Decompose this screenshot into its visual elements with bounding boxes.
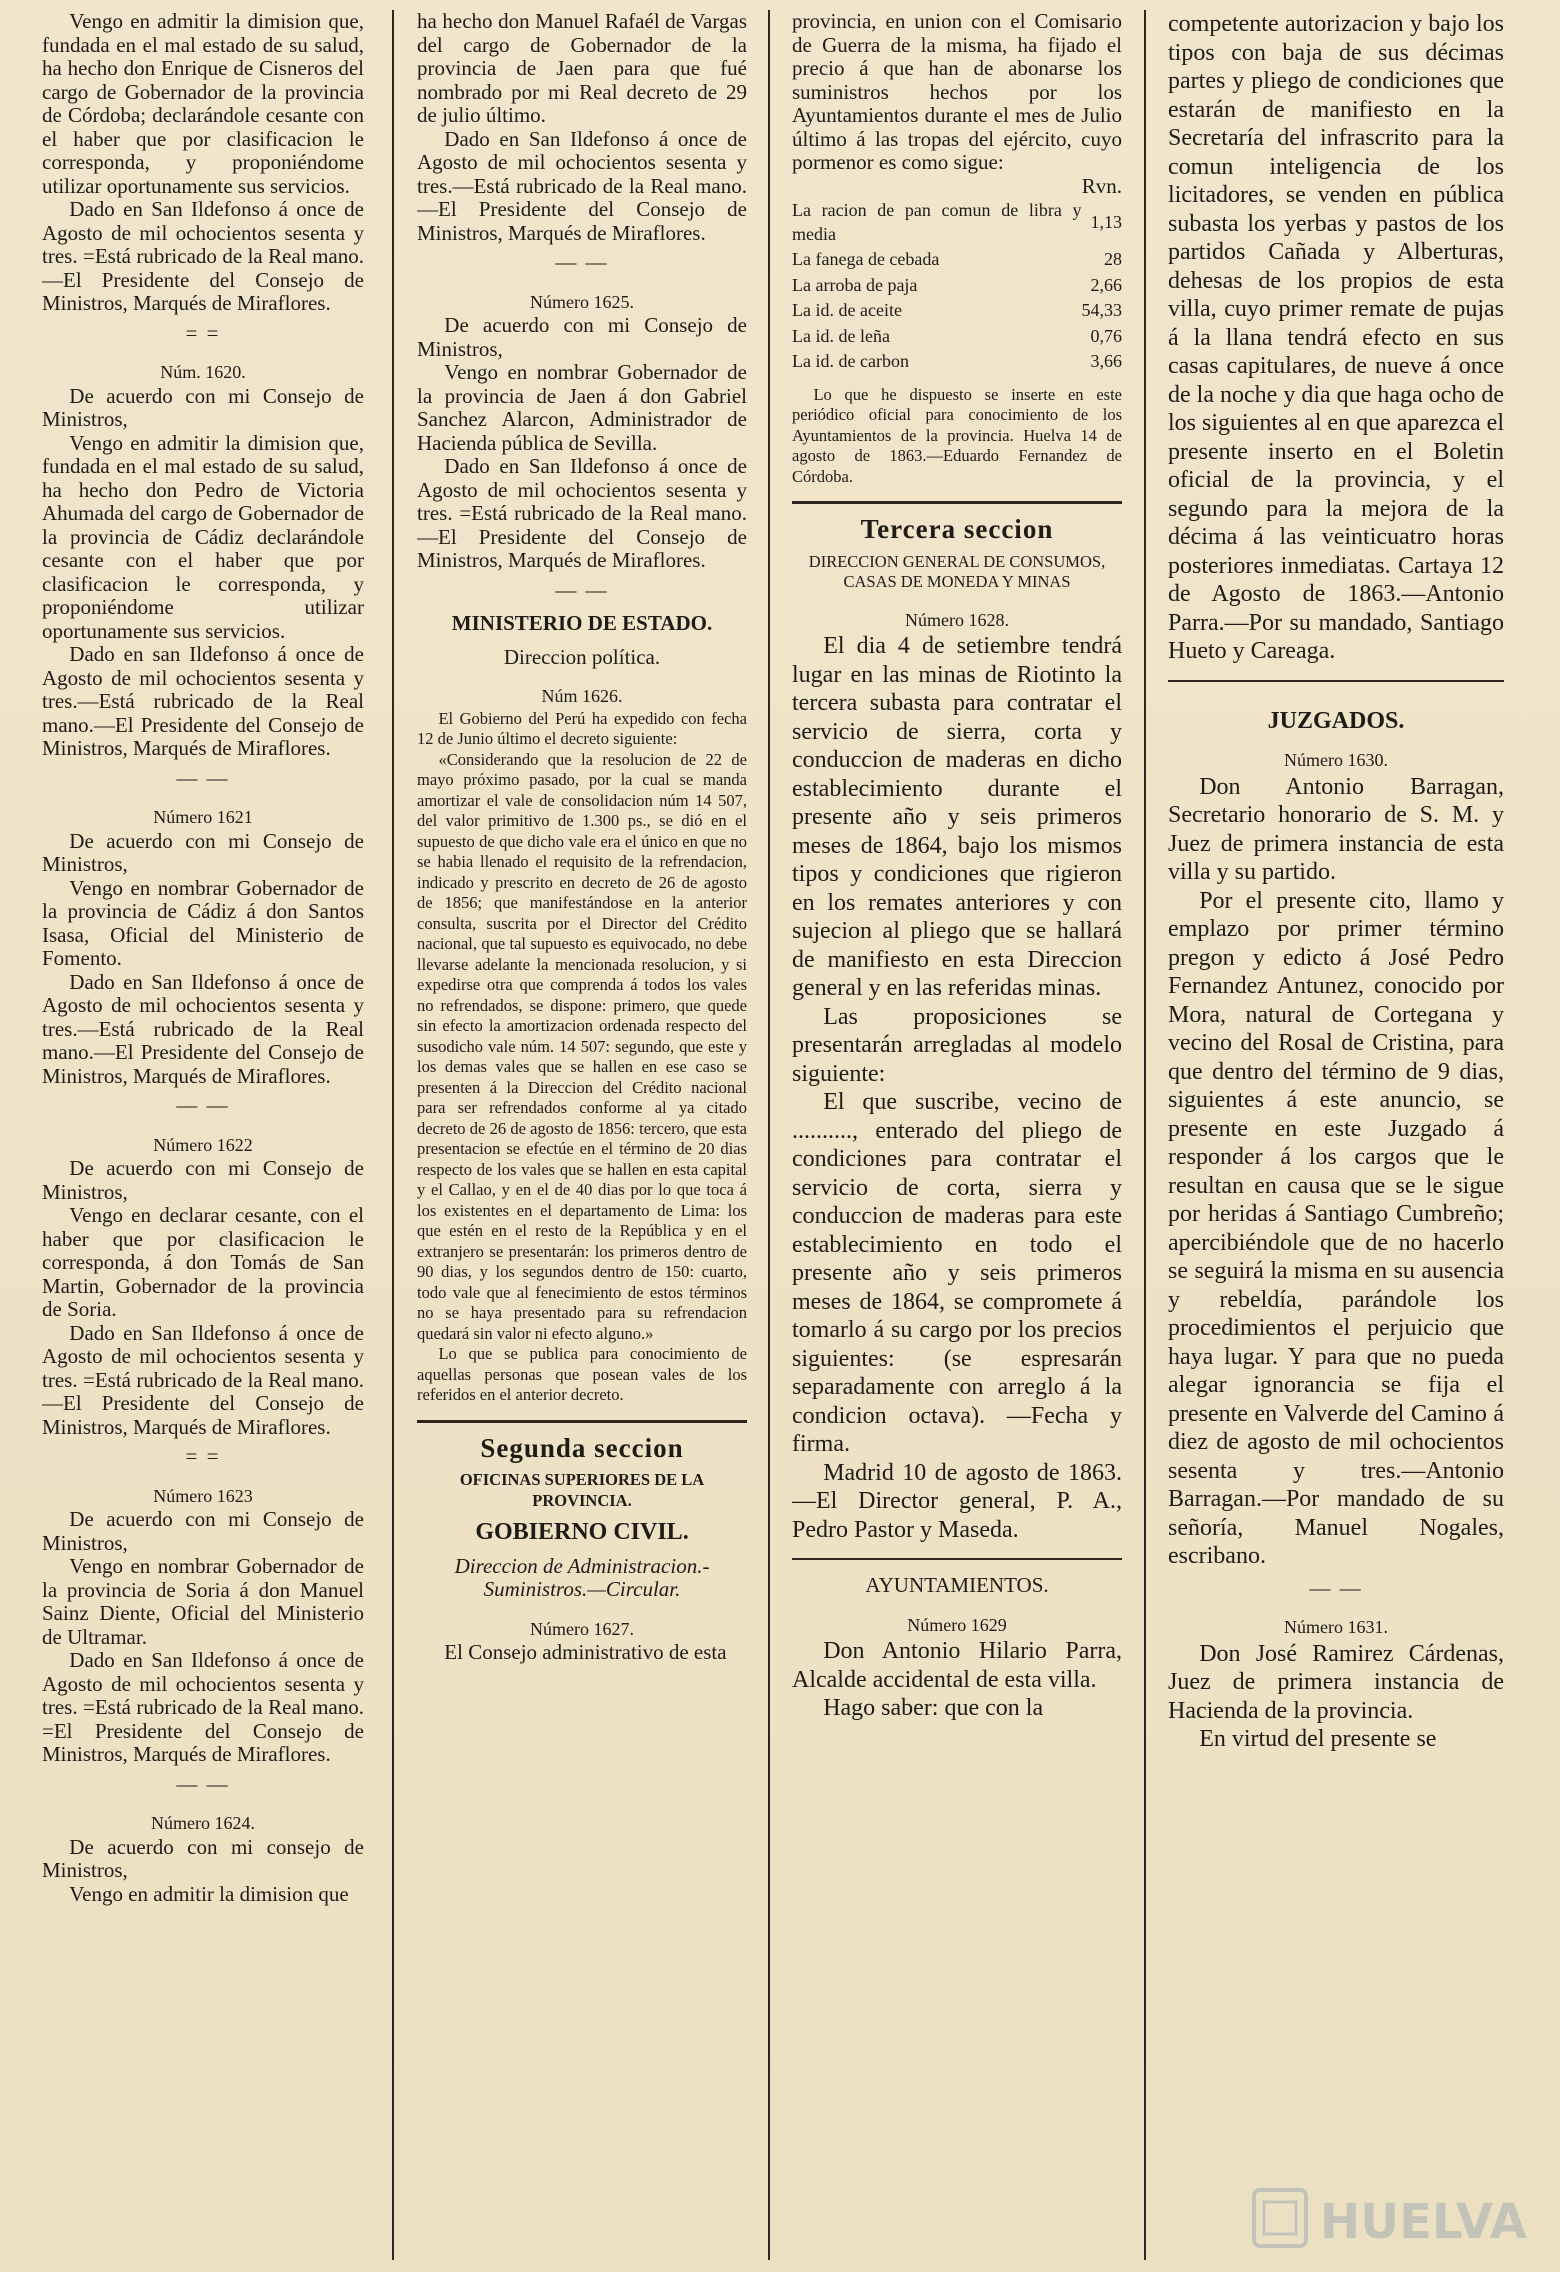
subheading: OFICINAS SUPERIORES DE LA PROVINCIA. [459,1470,705,1510]
price-row [792,273,1122,299]
section-rule [792,501,1122,504]
signature-paragraph: Dado en San Ildefonso á once de Agosto de mil ochocientos sesenta y tres.—Está rubricado de la Real mano.—El Presidente del Consejo de Ministros, Marqués de Miraflores. [42,969,364,1088]
price-item: La racion de pan comun de libra y media [792,200,1082,244]
paragraph: Vengo en declarar cesante, con el haber que por clasificacion le corresponda, á don Tomás de San Martin, Gobernador de la provincia de Soria. [42,1203,364,1321]
signature-paragraph: Dado en San Ildefonso á once de Agosto de mil ochocientos sesenta y tres.—Está rubricado de la Real mano.—El Presidente del Consejo de Ministros, Marqués de Miraflores. [417,126,747,245]
price-value: 28 [1104,249,1122,269]
price-row [792,349,1122,375]
separator: — — [555,250,609,274]
section-title: Tercera seccion [860,514,1054,544]
decree-number: Número 1625. [530,291,634,312]
paragraph: Don Antonio Barragan, Secretario honorario de S. M. y Juez de primera instancia de esta villa y su partido. [1168,773,1504,885]
separator: — — [176,765,230,790]
paragraph: ha hecho don Manuel Rafaél de Vargas del cargo de Gobernador de la provincia de Jaen para que fué nombrado por mi Real decreto de 29 de julio último. [417,10,747,127]
price-item: La id. de carbon [792,351,909,371]
price-row [792,198,1122,247]
decree-number: Número 1627. [530,1618,634,1639]
signature-paragraph: Madrid 10 de agosto de 1863.—El Director general, P. A., Pedro Pastor y Maseda. [792,1459,1122,1543]
paragraph: Lo que se publica para conocimiento de aquellas personas que posean vales de los referidos en el anterior decreto. [417,1344,747,1404]
watermark-text: HUELVA [1320,2194,1527,2250]
paragraph: Don José Ramirez Cárdenas, Juez de primera instancia de Hacienda de la provincia. [1168,1640,1504,1724]
price-row [792,298,1122,324]
separator: — — [1309,1575,1363,1600]
price-row [792,324,1122,350]
price-value: 54,33 [1081,300,1122,320]
paragraph: Por el presente cito, llamo y emplazo por primer término pregon y edicto á José Pedro Fernandez Antunez, conocido por Mora, natural de Cortegana y vecino del Rosal de Cristina, para que dentro del término de 9 dias, siguientes á este anuncio, se presente en este Juzgado á responder á los cargos que le resultan en causa que se le sigue por heridas á Santiago Cumbreño; apercibiéndole que de no hacerlo se seguirá la misma en su ausencia y rebeldía, parándole los procedimientos el perjuicio que haya lugar. Y para que no pueda alegar ignorancia se fija el presente en Valverde del Camino á diez de agosto de mil ochocientos sesenta y tres.—Antonio Barragan.—Por mandado de su señoría, Manuel Nogales, escribano. [1168,887,1504,1569]
paragraph: Don Antonio Hilario Parra, Alcalde accidental de esta villa. [792,1638,1122,1693]
column-4 [1168,10,1504,2265]
price-item: La id. de aceite [792,300,902,320]
price-row [792,247,1122,273]
decree-number: Núm. 1620. [160,362,246,382]
price-item: La id. de leña [792,325,890,346]
paragraph: Vengo en nombrar Gobernador de la provincia de Soria á don Manuel Sainz Diente, Oficial del Ministerio de Ultramar. [42,1554,364,1649]
decree-number: Número 1621 [153,807,253,827]
separator-rule [1168,680,1504,682]
price-value: 2,66 [1090,274,1122,295]
price-table [792,198,1122,375]
paragraph: En virtud del presente se [1199,1726,1437,1752]
paragraph: Vengo en admitir la dimision que, fundada en el mal estado de su salud, ha hecho don Enrique de Cisneros del cargo de Gobernador de la provincia de Córdoba; declarándole cesante con el haber que por clasificacion le corresponda, y proponiéndome utilizar oportunamente sus servicios. [42,10,364,198]
decree-number: Número 1623 [153,1485,253,1506]
paragraph: Hago saber: que con la [823,1695,1044,1721]
decree-number: Número 1628. [905,609,1009,630]
huelva-watermark-logo [1250,2182,1530,2252]
separator: — — [555,577,609,602]
column-rule [1144,10,1146,2260]
signature-paragraph: Dado en san Ildefonso á once de Agosto de mil ochocientos sesenta y tres.—Está rubricado de la Real mano.—El Presidente del Consejo de Ministros, Marqués de Miraflores. [42,642,364,760]
subheading: Direccion de Administracion.-Suministros.—Circular. [454,1553,710,1601]
subheading: Direccion política. [503,644,661,669]
separator: = = [185,1444,221,1468]
paragraph: El dia 4 de setiembre tendrá lugar en las minas de Riotinto la tercera subasta para contratar el servicio de sierra, corta y conduccion de maderas en dicho establecimiento durante el presente año y seis primeros meses de 1864, bajo los mismos tipos y condiciones que rigieron en los remates anteriores y con sujecion al pliego que se hallará de manifiesto en esta Direccion general y en las referidas minas. [792,633,1122,1001]
column-rule [768,10,770,2260]
section-heading: AYUNTAMIENTOS. [865,1573,1049,1597]
signature-paragraph: Dado en San Ildefonso á once de Agosto de mil ochocientos sesenta y tres. =Está rubricado de la Real mano. =El Presidente del Consejo de Ministros, Marqués de Miraflores. [42,1648,364,1766]
column-rule [392,10,394,2260]
price-item: La arroba de paja [792,274,918,295]
section-heading: MINISTERIO DE ESTADO. [451,611,713,635]
paragraph: El que suscribe, vecino de .........., enterado del pliego de condiciones para contratar el servicio de corta, sierra y conduccion de maderas para este establecimiento en todo el presente año y seis primeros meses de 1864, se compromete á tomarlo á su cargo por los precios siguientes: (se espresarán separadamente con arreglo á la condicion octava). —Fecha y firma. [792,1089,1122,1457]
separator-rule [792,1558,1122,1560]
decree-number: Número 1622 [153,1134,253,1155]
paragraph: El Consejo administrativo de esta [444,1640,727,1664]
section-heading: GOBIERNO CIVIL. [475,1519,689,1545]
paragraph: De acuerdo con mi Consejo de Ministros, [42,1156,364,1204]
paragraph: El Gobierno del Perú ha expedido con fecha 12 de Junio último el decreto siguiente: [417,708,747,748]
signature-paragraph: Dado en San Ildefonso á once de Agosto de mil ochocientos sesenta y tres. =Está rubricado de la Real mano.—El Presidente del Consejo de Ministros, Marqués de Miraflores. [42,1320,364,1439]
signature-paragraph: Dado en San Ildefonso á once de Agosto de mil ochocientos sesenta y tres. =Está rubricado de la Real mano.—El Presidente del Consejo de Ministros, Marqués de Miraflores. [417,454,747,572]
paragraph: De acuerdo con mi consejo de Ministros, [42,1834,364,1882]
paragraph: Vengo en nombrar Gobernador de la provincia de Cádiz á don Santos Isasa, Oficial del Ministerio de Fomento. [42,875,364,970]
separator: — — [176,1093,230,1117]
paragraph: Vengo en admitir la dimision que [69,1881,349,1906]
paragraph: provincia, en union con el Comisario de Guerra de la misma, ha fijado el precio á que han de abonarse los suministros hechos por los Ayuntamientos durante el mes de Julio último á las tropas del ejército, cuyo pormenor es como sigue: [792,10,1122,174]
column-2 [417,10,747,2265]
price-item: La fanega de cebada [792,249,940,269]
separator: — — [176,1771,230,1796]
separator: = = [185,320,221,345]
decree-number: Número 1629 [907,1614,1007,1635]
paragraph: Vengo en nombrar Gobernador de la provincia de Jaen á don Gabriel Sanchez Alarcon, Administrador de Hacienda pública de Sevilla. [417,360,747,455]
price-value: 1,13 [1090,211,1122,232]
paragraph: De acuerdo con mi Consejo de Ministros, [42,383,364,431]
price-value: 0,76 [1090,325,1122,346]
decree-number: Número 1624. [151,1813,255,1833]
column-3 [792,10,1122,2265]
paragraph: De acuerdo con mi Consejo de Ministros, [42,1507,364,1555]
decree-number: Número 1631. [1284,1617,1388,1637]
paragraph: competente autorizacion y bajo los tipos con baja de sus décimas partes y pliego de condiciones que estarán de manifiesto en la Secretaría del infrascrito para la comun inteligencia de los licitadores, se venden en pública subasta los yerbas y pastos de los partidos Cañada y Alberturas, dehesas de los propios de esta villa, cuyo primer remate de pujas á la llana tendrá efecto en sus casas capitulares, de nueve á once de la noche y dia que haga ocho de los siguientes al en que aparezca el presente inserto en el Boletin oficial de la provincia, y el segundo para la mejora de la décima á las veinticuatro horas posteriores inmediatas. Cartaya 12 de Agosto de 1863.—Antonio Parra.—Por su mandado, Santiago Hueto y Careaga. [1168,11,1504,664]
section-title: Segunda seccion [480,1432,684,1463]
subheading: DIRECCION GENERAL DE CONSUMOS, CASAS DE MONEDA Y MINAS [808,551,1106,591]
decree-number: Número 1630. [1284,750,1388,770]
paragraph: Vengo en admitir la dimision que, fundada en el mal estado de su salud, ha hecho don Pedro de Victoria Ahumada del cargo de Gobernador de la provincia de Cádiz declarándole cesante con el haber que por clasificacion le corresponda, y proponiéndome utilizar oportunamente sus servicios. [42,430,364,643]
currency-label: Rvn. [1081,173,1122,198]
section-rule [417,1420,747,1423]
column-1 [42,10,364,2265]
section-heading: JUZGADOS. [1267,707,1405,734]
signature-paragraph: Dado en San Ildefonso á once de Agosto de mil ochocientos sesenta y tres. =Está rubricado de la Real mano.—El Presidente del Consejo de Ministros, Marqués de Miraflores. [42,197,364,315]
paragraph: De acuerdo con mi Consejo de Ministros, [417,313,747,361]
paragraph: De acuerdo con mi Consejo de Ministros, [42,828,364,876]
paragraph: Lo que he dispuesto se inserte en este periódico oficial para conocimiento de los Ayuntamientos de la provincia. Huelva 14 de agosto de 1863.—Eduardo Fernandez de Córdoba. [792,384,1122,486]
quoted-decree: «Considerando que la resolucion de 22 de mayo próximo pasado, por la cual se manda amortizar el vale de consolidacion núm 14 507, del valor primitivo de 1.300 ps., se dió en el supuesto de que dicho vale era el único en que no se habia llenado el requisito de la refrendacion, indicado y prescrito en decreto de 26 de agosto de 1856; que manifestándose en la anterior consulta, suscrita por el Director del Crédito nacional, que tal supuesto es equivocado, no debe llevarse adelante la mencionada resolucion, y si expedirse otra que comprenda á todos los vales no refrendados, se dispone: primero, que quede sin efecto la amortizacion ordenada respecto del susodicho vale núm. 14 507: segundo, que este y los demas vales que se hallen en ese caso se presenten á la Direccion del Crédito nacional para ser refrendados conforme al ya citado decreto de 26 de agosto de 1856: tercero, que esta presentacion se efectúe en el término de 20 dias respecto de los vales que se hallen en esta capital y el Callao, y en el de 40 dias por lo que toca á los existentes en el departamento de Lima: los que estén en el resto de la República y en el extranjero se presentarán: los primeros dentro de 90 dias, y los segundos dentro de 150: cuarto, todo vale que al fenecimiento de estos términos no se haya presentado para su refrendacion quedará sin valor ni efecto alguno.» [417,749,747,1343]
decree-number: Núm 1626. [541,686,623,706]
price-value: 3,66 [1090,351,1122,371]
paragraph: Las proposiciones se presentarán arregladas al modelo siguiente: [792,1003,1122,1087]
